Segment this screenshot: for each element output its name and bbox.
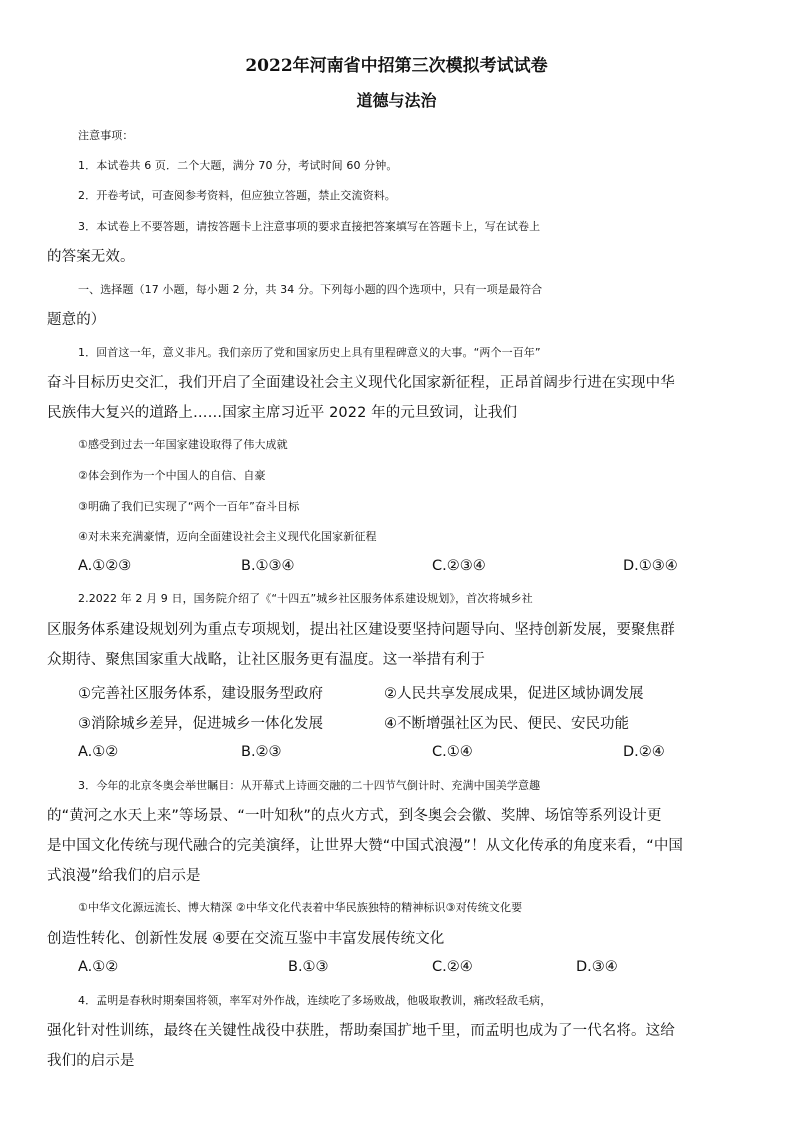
q2-statements-row (78, 712, 718, 732)
option-c[interactable]: C.①④ (432, 744, 473, 760)
q3-statement: 创造性转化、创新性发展 ④要在交流互鉴中丰富发展传统文化 (47, 931, 445, 947)
q4-stem: 4．孟明是春秋时期秦国将领，率军对外作战，连续吃了多场败战，他吸取教训，痛改轻敌毛病， (78, 994, 552, 1007)
option-c[interactable]: C.②③④ (432, 558, 486, 574)
note-item-cont: 的答案无效。 (47, 249, 135, 265)
q1-stem: 奋斗目标历史交汇，我们开启了全面建设社会主义现代化国家新征程，正昂首阔步行进在实现中华 (47, 375, 675, 391)
q3-stem: 3．今年的北京冬奥会举世瞩目：从开幕式上诗画交融的二十四节气倒计时、充满中国美学意趣 (78, 779, 541, 792)
exam-subject: 道德与法治 (356, 91, 437, 110)
q2-statement: ③消除城乡差异，促进城乡一体化发展 (78, 716, 323, 732)
note-item: 1．本试卷共 6 页．二个大题，满分 70 分，考试时间 60 分钟。 (78, 159, 398, 172)
section-heading-cont: 题意的） (47, 312, 106, 328)
note-item: 2．开卷考试，可查阅参考资料，但应独立答题，禁止交流资料。 (78, 189, 396, 202)
exam-title: 2022年河南省中招第三次模拟考试试卷 (245, 56, 548, 76)
option-b[interactable]: B.①③④ (241, 558, 295, 574)
q2-statements-row (78, 682, 718, 702)
q2-stem: 2.2022 年 2 月 9 日，国务院介绍了《“十四五”城乡社区服务体系建设规划》，首次将城乡社 (78, 592, 533, 605)
q3-statement: ①中华文化源远流长、博大精深 ②中华文化代表着中华民族独特的精神标识③对传统文化要 (78, 901, 523, 914)
option-d[interactable]: D.③④ (576, 959, 618, 975)
q2-statement: ②人民共享发展成果，促进区域协调发展 (384, 686, 644, 702)
notes-heading: 注意事项： (78, 129, 134, 142)
option-a[interactable]: A.①② (78, 959, 119, 975)
q2-stem: 众期待、聚焦国家重大战略，让社区服务更有温度。这一举措有利于 (47, 652, 485, 668)
q1-stem: 1．回首这一年，意义非凡。我们亲历了党和国家历史上具有里程碑意义的大事。“两个一百年” (78, 346, 541, 359)
option-a[interactable]: A.①② (78, 744, 119, 760)
q1-statement: ①感受到过去一年国家建设取得了伟大成就 (78, 438, 288, 451)
q1-statement: ②体会到作为一个中国人的自信、自豪 (78, 469, 266, 482)
option-d[interactable]: D.①③④ (623, 558, 678, 574)
note-item: 3．本试卷上不要答题，请按答题卡上注意事项的要求直接把答案填写在答题卡上，写在试卷上 (78, 220, 541, 233)
section-heading: 一、选择题（17 小题，每小题 2 分，共 34 分。下列每小题的四个选项中，只有一项是最符合 (78, 283, 543, 296)
q1-stem: 民族伟大复兴的道路上……国家主席习近平 2022 年的元旦致词，让我们 (47, 405, 518, 421)
q2-statement: ④不断增强社区为民、便民、安民功能 (384, 716, 629, 732)
option-a[interactable]: A.①②③ (78, 558, 132, 574)
q3-options (78, 959, 718, 979)
q4-stem: 强化针对性训练，最终在关键性战役中获胜，帮助秦国扩地千里，而孟明也成为了一代名将。这给 (47, 1023, 675, 1039)
q2-options (78, 744, 718, 764)
option-c[interactable]: C.②④ (432, 959, 473, 975)
option-b[interactable]: B.①③ (288, 959, 329, 975)
q2-stem: 区服务体系建设规划列为重点专项规划，提出社区建设要坚持问题导向、坚持创新发展，要聚焦群 (47, 622, 675, 638)
q1-statement: ④对未来充满豪情，迈向全面建设社会主义现代化国家新征程 (78, 530, 377, 543)
q2-statement: ①完善社区服务体系，建设服务型政府 (78, 686, 323, 702)
option-d[interactable]: D.②④ (623, 744, 665, 760)
q3-stem: 式浪漫”给我们的启示是 (47, 868, 201, 884)
q4-stem: 我们的启示是 (47, 1053, 135, 1069)
option-b[interactable]: B.②③ (241, 744, 282, 760)
q3-stem: 的“黄河之水天上来”等场景、“一叶知秋”的点火方式，到冬奥会会徽、奖牌、场馆等系列设计更 (47, 808, 662, 824)
q3-stem: 是中国文化传统与现代融合的完美演绎，让世界大赞“中国式浪漫”！从文化传承的角度来看，“中国 (47, 838, 684, 854)
q1-statement: ③明确了我们已实现了“两个一百年”奋斗目标 (78, 500, 300, 513)
q1-options (78, 558, 718, 578)
